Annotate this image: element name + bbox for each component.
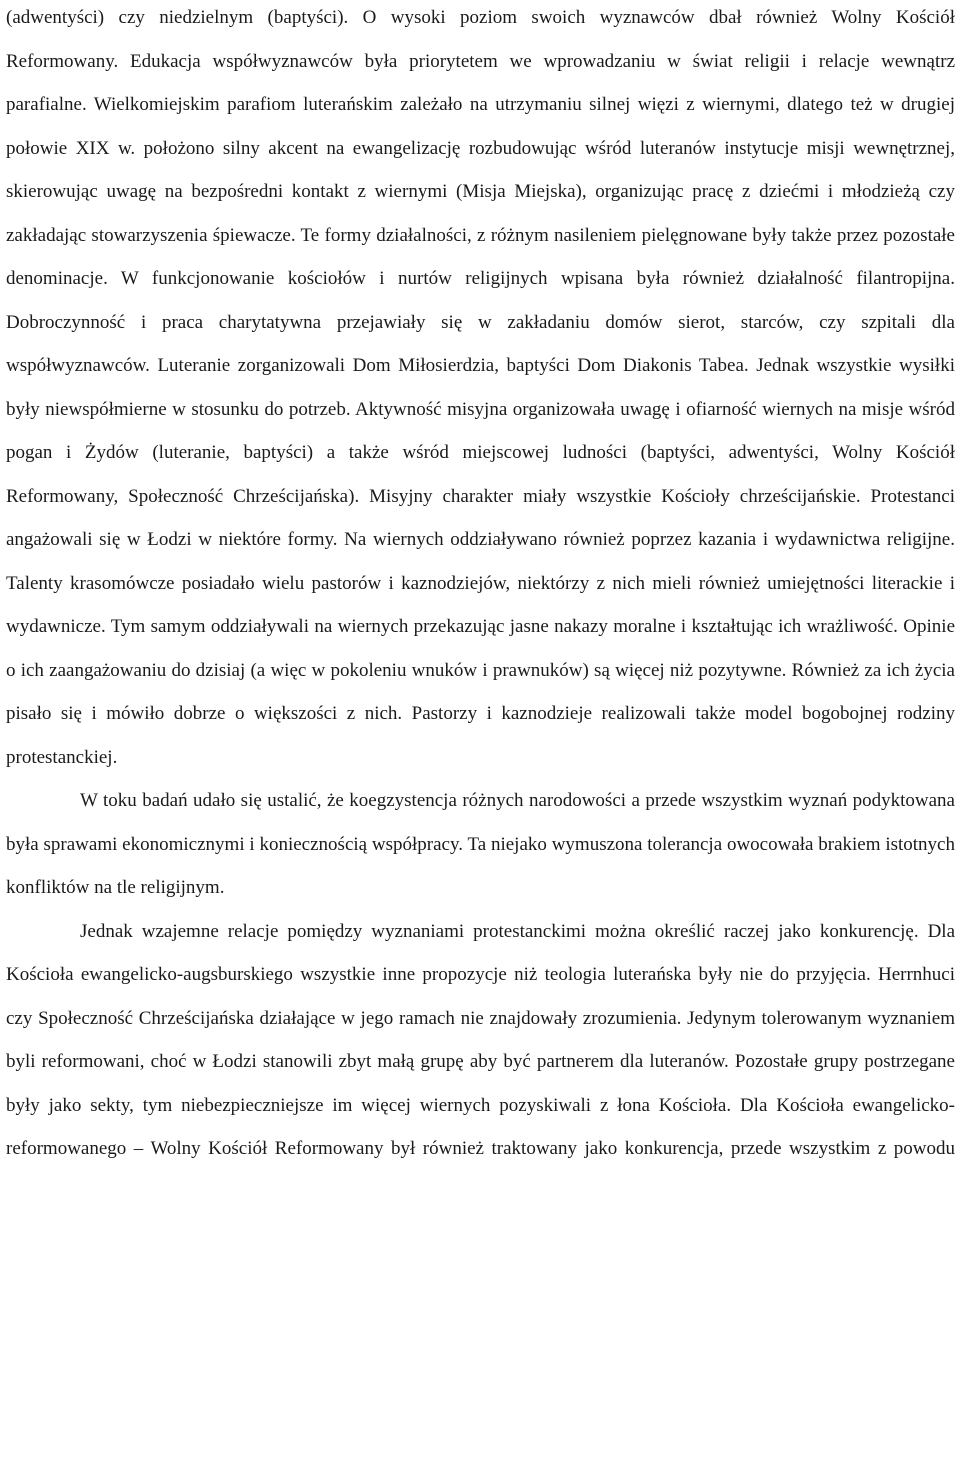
paragraph-mission-activity: (adwentyści) czy niedzielnym (baptyści). O wysoki poziom swoich wyznawców dbał również Wolny Kościół Reformowany. Edukacja współwyznawców była priorytetem we wprowadzaniu w świat religii i relacje wewnątrz parafialne. Wielkomiejskim parafiom luterańskim zależało na utrzymaniu silnej więzi z wiernymi, dlatego też w drugiej połowie XIX w. położono silny akcent na ewangelizację rozbudowując wśród luteranów instytucje misji wewnętrznej, skierowując uwagę na bezpośredni kontakt z wiernymi (Misja Miejska), organizując pracę z dziećmi i młodzieżą czy zakładając stowarzyszenia śpiewacze. Te formy działalności, z różnym nasileniem pielęgnowane były także przez pozostałe denominacje. W funkcjonowanie kościołów i nurtów religijnych wpisana była również działalność filantropijna. Dobroczynność i praca charytatywna przejawiały się w zakładaniu domów sierot, starców, czy szpitali dla współwyznawców. Luteranie zorganizowali Dom Miłosierdzia, baptyści Dom Diakonis Tabea. Jednak wszystkie wysiłki były niewspółmierne w stosunku do potrzeb. Aktywność misyjna organizowała uwagę i ofiarność wiernych na misje wśród pogan i Żydów (luteranie, baptyści) a także wśród miejscowej ludności (baptyści, adwentyści, Wolny Kościół Reformowany, Społeczność Chrześcijańska). Misyjny charakter miały wszystkie Kościoły chrześcijańskie. Protestanci angażowali się w Łodzi w niektóre formy. Na wiernych oddziaływano również poprzez kazania i wydawnictwa religijne. Talenty krasomówcze posiadało wielu pastorów i kaznodziejów, niektórzy z nich mieli również umiejętności literackie i wydawnicze. Tym samym oddziaływali na wiernych przekazując jasne nakazy moralne i kształtując ich wrażliwość. Opinie o ich zaangażowaniu do dzisiaj (a więc w pokoleniu wnuków i prawnuków) są więcej niż pozytywne. Również za ich życia pisało się i mówiło dobrze o większości z nich. Pastorzy i kaznodzieje realizowali także model bogobojnej rodziny protestanckiej. — [6, 7, 955, 768]
paragraph-competition: Jednak wzajemne relacje pomiędzy wyznaniami protestanckimi można określić raczej jako konkurencję. Dla Kościoła ewangelicko-augsburskiego wszystkie inne propozycje niż teologia luterańska były nie do przyjęcia. Herrnhuci czy Społeczność Chrześcijańska działające w jego ramach nie znajdowały zrozumienia. Jedynym tolerowanym wyznaniem byli reformowani, choć w Łodzi stanowili zbyt małą grupę aby być partnerem dla luteranów. Pozostałe grupy postrzegane były jako sekty, tym niebezpieczniejsze im więcej wiernych pozyskiwali z łona Kościoła. Dla Kościoła ewangelicko-reformowanego – Wolny Kościół Reformowany był również traktowany jako konkurencja, przede wszystkim z powodu — [6, 920, 955, 1159]
document-body — [6, 0, 955, 1171]
paragraph-coexistence: W toku badań udało się ustalić, że koegzystencja różnych narodowości a przede wszystkim wyznań podyktowana była sprawami ekonomicznymi i koniecznością współpracy. Ta niejako wymuszona tolerancja owocowała brakiem istotnych konfliktów na tle religijnym. — [6, 790, 955, 898]
